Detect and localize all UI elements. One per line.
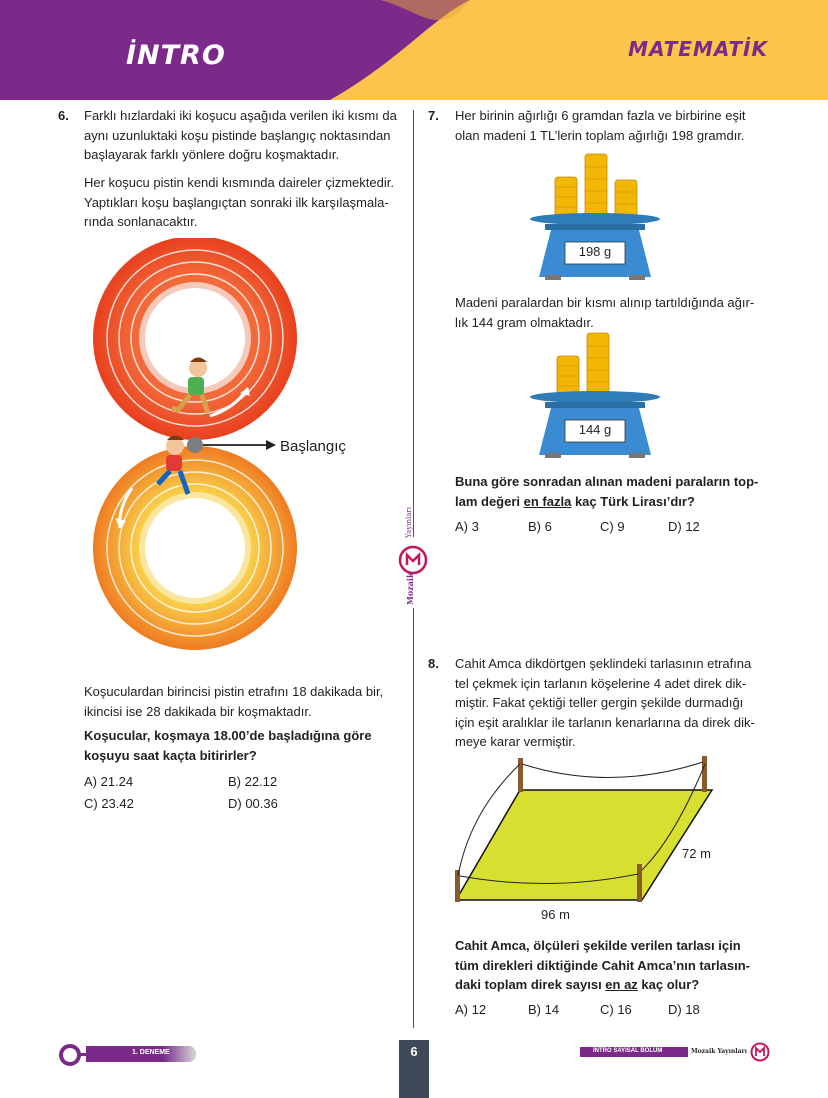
q6-p3-line: Koşuculardan birincisi pistin etrafını 18 dakikada bir,: [84, 684, 384, 699]
q7-number: 7.: [428, 108, 439, 123]
field-bottom-label: 96 m: [541, 907, 570, 922]
q6-question-line: Koşucular, koşmaya 18.00’de başladığına göre: [84, 728, 372, 743]
q7-question-pre: lam değeri: [455, 493, 524, 509]
q7-p2-line: lık 144 gram olmaktadır.: [455, 314, 594, 330]
page-number: 6: [399, 1040, 429, 1098]
q8-number: 8.: [428, 656, 439, 671]
start-arrow-icon: [266, 440, 276, 450]
q8-question: [455, 936, 771, 995]
field-figure: [450, 752, 720, 912]
center-logo: [398, 545, 428, 575]
q6-option-b[interactable]: B) 22.12: [228, 774, 278, 789]
q8-question-line: [455, 975, 771, 995]
q8-question-line: tüm direkleri diktiğinde Cahit Amca’nın tarlasın-: [455, 957, 750, 973]
q8-question-post: kaç olur?: [637, 977, 700, 992]
field-side-label: 72 m: [682, 846, 711, 861]
pole-bottom-right: [637, 864, 642, 902]
q7-p2-line: Madeni paralardan bir kısmı alınıp tartıldığında ağır-: [455, 295, 755, 310]
scale-144-figure: [525, 330, 665, 460]
q7-p1-line: Her birinin ağırlığı 6 gramdan fazla ve birbirine eşit: [455, 108, 746, 123]
q7-question-line: Buna göre sonradan alınan madeni paraların top-: [455, 474, 759, 489]
scale-198-label: 198 g: [578, 244, 612, 259]
q8-paragraph-1: [455, 654, 771, 752]
q7-option-a[interactable]: A) 3: [455, 519, 479, 534]
q8-option-a[interactable]: A) 12: [455, 1002, 487, 1017]
scale-198-figure: [525, 152, 665, 282]
q8-option-c[interactable]: C) 16: [600, 1002, 632, 1017]
q7-p1-line: olan madeni 1 TL’lerin toplam ağırlığı 198 gramdır.: [455, 127, 745, 143]
q6-option-d[interactable]: D) 00.36: [228, 796, 278, 811]
q8-p1-line: için eşit aralıklar ile tarlanın kenarlarına da direk dik-: [455, 714, 755, 730]
pole-top-right: [702, 756, 707, 792]
q7-option-c[interactable]: C) 9: [600, 519, 625, 534]
column-divider-bottom: [413, 608, 414, 1028]
center-logo-brand: Mozaik: [405, 572, 415, 605]
start-label: Başlangıç: [280, 438, 346, 455]
q6-question: [84, 726, 400, 765]
q8-question-underlined: en az: [605, 977, 638, 992]
q8-question-line: Cahit Amca, ölçüleri şekilde verilen tarlası için: [455, 938, 741, 953]
q7-question-post: kaç Türk Lirası’dır?: [571, 493, 695, 509]
header-left-title: İNTRO: [126, 40, 226, 71]
q8-p1-line: miştir. Fakat çektiği teller gergin şekilde durmadığı: [455, 695, 744, 710]
q7-question: [455, 472, 771, 511]
q7-paragraph-2: [455, 293, 771, 332]
footer-logo-icon: [750, 1042, 770, 1062]
q8-p1-line: Cahit Amca dikdörtgen şeklindeki tarlasının etrafına: [455, 656, 752, 671]
q6-p2-line: Yaptıkları koşu başlangıçtan sonraki ilk karşılaşmala-: [84, 194, 389, 210]
field-parallelogram: [456, 790, 712, 900]
q8-p1-line: meye karar vermiştir.: [455, 734, 576, 749]
q8-option-b[interactable]: B) 14: [528, 1002, 560, 1017]
q7-question-underlined: en fazla: [523, 493, 572, 509]
q6-option-a[interactable]: A) 21.24: [84, 774, 134, 789]
mozaik-logo-icon: [398, 545, 428, 575]
q6-paragraph-1: [84, 106, 400, 165]
q8-p1-line: tel çekmek için tarlanın köşelerine 4 adet direk dik-: [455, 675, 747, 691]
q8-option-d[interactable]: D) 18: [668, 1002, 700, 1017]
q6-paragraph-3: [84, 682, 400, 721]
running-track-figure: [80, 238, 400, 658]
footer-exam-label: 1. DENEME: [132, 1049, 170, 1056]
q6-p1-line: Farklı hızlardaki iki koşucu aşağıda verilen iki kısmı da: [84, 108, 397, 123]
column-divider-top: [413, 110, 414, 537]
q6-option-c[interactable]: C) 23.42: [84, 796, 134, 811]
q6-p2-line: rında sonlanacaktır.: [84, 214, 198, 229]
q6-p3-line: ikincisi ise 28 dakikada bir koşmaktadır.: [84, 703, 312, 719]
q6-number: 6.: [58, 108, 69, 123]
footer-section-label: İNTRO SAYISAL BÖLÜM: [593, 1048, 663, 1054]
q7-question-line: [455, 492, 771, 512]
header-right-title: MATEMATİK: [628, 37, 768, 61]
footer-publisher: Mozaik Yayınları: [691, 1048, 747, 1055]
center-logo-sub: Yayınları: [405, 507, 413, 538]
pole-bottom-left: [455, 870, 460, 902]
q8-question-pre: daki toplam direk sayısı: [455, 977, 606, 992]
q6-p1-line: başlayarak farklı yönlere doğru koşmaktadır.: [84, 147, 340, 162]
q6-p2-line: Her koşucu pistin kendi kısmında daireler çizmektedir.: [84, 175, 394, 190]
q6-p1-line: aynı uzunluktaki koşu pistinde başlangıç noktasından: [84, 127, 391, 143]
q6-question-line: koşuyu saat kaçta bitirirler?: [84, 747, 257, 763]
pole-top-left: [518, 758, 523, 792]
start-point: [187, 437, 203, 453]
q7-option-d[interactable]: D) 12: [668, 519, 700, 534]
q7-paragraph-1: [455, 106, 771, 145]
scale-144-label: 144 g: [578, 422, 612, 437]
q7-option-b[interactable]: B) 6: [528, 519, 552, 534]
q6-paragraph-2: [84, 173, 400, 232]
